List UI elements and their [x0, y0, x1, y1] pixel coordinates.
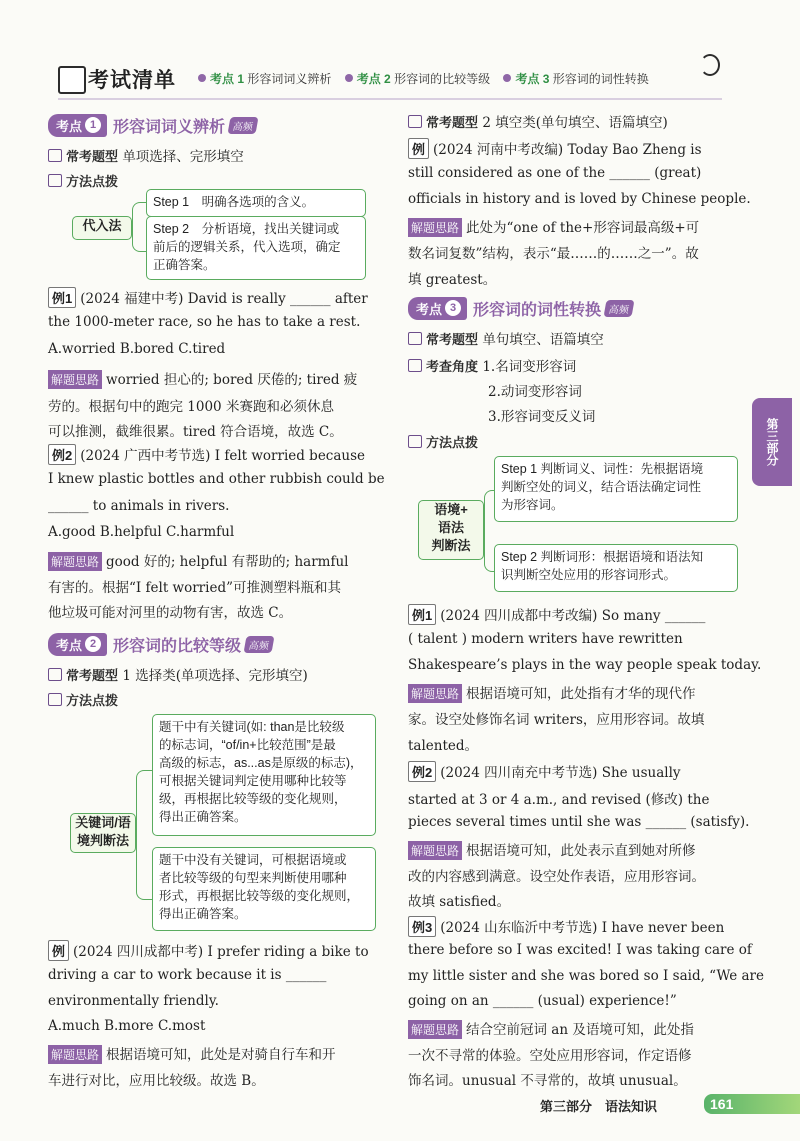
example-tag: 例1	[48, 287, 76, 308]
page-header	[58, 64, 718, 96]
step-line: 前后的逻辑关系，代入选项，确定	[153, 240, 341, 254]
k1-method-row	[48, 171, 118, 190]
method-label: 方法点拨	[66, 174, 119, 189]
k1-ex2-line: I knew plastic bottles and other rubbish could be	[48, 471, 385, 487]
k1-ex1-options: A.worried B.bored C.tired	[48, 341, 226, 357]
example-text: (2024 河南中考改编) Today Bao Zheng is	[433, 142, 702, 158]
box-line: 高级的标志，as...as是原级的标志)，	[159, 756, 363, 770]
k1-method-cat: 代入法	[72, 216, 132, 240]
question-type-icon	[48, 149, 62, 162]
box-line: 形式，再根据比较等级的变化规则，	[159, 889, 360, 903]
method-label: 方法点拨	[66, 693, 119, 708]
dot-icon	[198, 74, 206, 82]
k3-step1	[494, 456, 738, 522]
hot-badge: 高频	[228, 117, 259, 134]
k2-ex2-line: officials in history and is loved by Chinese people.	[408, 191, 751, 207]
k1-ex2-line: ______ to animals in rivers.	[48, 498, 230, 514]
badge-text: 考点	[56, 637, 83, 653]
analysis-tag: 解题思路	[48, 552, 102, 571]
exp-text: 根据语境可知，此处指有才华的现代作	[466, 686, 696, 702]
k1-ex1-exp	[48, 368, 357, 389]
example-text: (2024 山东临沂中考节选) I have never been	[440, 920, 725, 936]
badge-num: 2	[85, 636, 101, 652]
method-icon	[48, 693, 62, 706]
type-value: 单项选择、完形填空	[122, 149, 244, 165]
pen-icon	[700, 54, 720, 76]
tag-num: 考点 2	[356, 72, 391, 86]
k2-ex2-line	[408, 138, 702, 159]
k3-ex2-exp	[408, 839, 696, 860]
k2-ex2-exp: 填 greatest。	[408, 272, 497, 288]
section-side-tab: 第三部分	[752, 398, 792, 486]
cat-line: 境判断法	[76, 833, 129, 848]
k2-type2-row	[408, 111, 668, 131]
k3-ex3-line	[408, 916, 724, 937]
question-type-icon	[408, 332, 422, 345]
header-divider	[58, 98, 722, 100]
k3-ex1-exp: talented。	[408, 738, 479, 754]
k2-ex-exp	[48, 1043, 336, 1064]
k2-ex2-exp	[408, 216, 699, 237]
analysis-tag: 解题思路	[408, 684, 462, 703]
exp-text: worried 担心的; bored 厌倦的; tired 疲	[106, 372, 358, 388]
k2-heading	[48, 632, 273, 656]
analysis-tag: 解题思路	[48, 370, 102, 389]
k1-title: 形容词词义辨析	[113, 118, 226, 136]
cat-line: 判断法	[431, 538, 471, 553]
k3-ex3-line: there before so I was excited! I was taking care of	[408, 942, 752, 958]
k2-title: 形容词的比较等级	[113, 637, 242, 655]
type-label: 常考题型	[426, 115, 479, 130]
k2-box2	[152, 847, 376, 931]
k3-ex3-exp: 一次不寻常的体验。空处应用形容词，作定语修	[408, 1048, 692, 1064]
exp-text: 根据语境可知，此处是对骑自行车和开	[106, 1047, 336, 1063]
example-tag: 例	[408, 138, 429, 159]
k2-ex2-exp: 数名词复数”结构，表示“最……的……之一”。故	[408, 246, 699, 262]
box-line: 题干中没有关键词，可根据语境或	[159, 853, 347, 867]
example-tag: 例2	[48, 444, 76, 465]
k3-ex2-line: started at 3 or 4 a.m., and revised (修改) the	[408, 792, 710, 808]
step-text: Step 1 明确各选项的含义。	[153, 195, 315, 209]
header-tags	[188, 70, 649, 87]
connector	[132, 202, 147, 252]
type-label: 常考题型	[426, 332, 479, 347]
k1-heading	[48, 113, 257, 137]
k3-ex2-exp: 改的内容感到满意。设空处作表语，应用形容词。	[408, 869, 705, 885]
k3-angle-row	[408, 355, 576, 375]
k1-ex2-exp: 有害的。根据“I felt worried”可推测塑料瓶和其	[48, 580, 341, 596]
cat-line: 语法	[437, 520, 464, 535]
header-title: 考试清单	[88, 69, 176, 92]
k1-ex1-exp: 可以推测，截维很累。tired 符合语境，故选 C。	[48, 424, 343, 440]
k1-step1	[146, 189, 366, 217]
k3-angle-item: 2.动词变形容词	[488, 384, 582, 400]
step-line: Step 2 分析语境，找出关键词或	[153, 222, 340, 236]
tag-num: 考点 1	[210, 72, 245, 86]
k2-badge	[48, 633, 107, 656]
step-line: 正确答案。	[153, 258, 216, 272]
box-line: 级，再根据比较等级的变化规则，	[159, 792, 347, 806]
box-line: 得出正确答案。	[159, 907, 247, 921]
k2-ex2-line: still considered as one of the ______ (great)	[408, 165, 702, 181]
example-text: (2024 四川成都中考改编) So many ______	[440, 608, 706, 624]
k1-ex1-exp: 劳的。根据句中的跑完 1000 米赛跑和必须休息	[48, 399, 334, 415]
cat-line: 关键词/语	[75, 815, 131, 830]
dot-icon	[345, 74, 353, 82]
k3-ex1-line: Shakespeare’s plays in the way people speak today.	[408, 657, 762, 673]
k2-method-cat	[70, 813, 136, 853]
step-line: 为形容词。	[501, 498, 564, 512]
k3-badge	[408, 297, 467, 320]
angle-icon	[408, 359, 422, 372]
k1-ex2-options: A.good B.helpful C.harmful	[48, 524, 235, 540]
hot-badge: 高频	[244, 636, 275, 653]
analysis-tag: 解题思路	[48, 1045, 102, 1064]
k3-ex3-exp	[408, 1018, 694, 1039]
checkbox-icon	[58, 66, 86, 94]
k3-ex1-line: ( talent ) modern writers have rewritten	[408, 631, 683, 647]
example-tag: 例1	[408, 604, 436, 625]
tag-num: 考点 3	[515, 72, 550, 86]
exp-text: 结合空前冠词 an 及语境可知，此处指	[466, 1022, 694, 1038]
example-text: (2024 四川成都中考) I prefer riding a bike to	[73, 944, 369, 960]
k3-ex1-line	[408, 604, 705, 625]
page-number: 161	[704, 1094, 800, 1114]
exp-text: good 好的; helpful 有帮助的; harmful	[106, 554, 349, 570]
analysis-tag: 解题思路	[408, 218, 462, 237]
method-icon	[408, 435, 422, 448]
k3-method-row	[408, 432, 478, 451]
k1-ex2-line	[48, 444, 365, 465]
analysis-tag: 解题思路	[408, 1020, 462, 1039]
tag-text: 形容词词义辨析	[247, 72, 332, 86]
box-line: 者比较等级的句型来判断使用哪种	[159, 871, 347, 885]
badge-num: 3	[445, 300, 461, 316]
k3-ex2-exp: 故填 satisfied。	[408, 894, 511, 910]
connector	[136, 770, 153, 900]
box-line: 题干中有关键词(如: than是比较级	[159, 720, 345, 734]
box-line: 得出正确答案。	[159, 810, 247, 824]
step-line: Step 2 判断词形：根据语境和语法知	[501, 550, 704, 564]
box-line: 的标志词，“of/in+比较范围”是最	[159, 738, 336, 752]
type-label: 常考题型	[66, 668, 119, 683]
badge-text: 考点	[56, 118, 83, 134]
k3-type-row	[408, 328, 604, 348]
k2-box1	[152, 714, 376, 836]
k1-ex1-line: the 1000-meter race, so he has to take a rest.	[48, 314, 361, 330]
k1-type-row	[48, 145, 244, 165]
k2-method-row	[48, 690, 118, 709]
k2-type-row	[48, 664, 308, 684]
type-value: 1 选择类(单项选择、完形填空)	[122, 668, 308, 684]
angle-label: 考查角度	[426, 359, 479, 374]
k3-heading	[408, 296, 633, 320]
dot-icon	[503, 74, 511, 82]
k2-ex-options: A.much B.more C.most	[48, 1018, 206, 1034]
example-text: (2024 四川南充中考节选) She usually	[440, 765, 681, 781]
question-type-icon	[408, 115, 422, 128]
exp-text: 此处为“one of the+形容词最高级+可	[466, 220, 700, 236]
tag-text: 形容词的词性转换	[552, 72, 649, 86]
box-line: 可根据关键词判定使用哪种比较等	[159, 774, 347, 788]
step-line: 识判断空处应用的形容词形式。	[501, 568, 677, 582]
cat-line: 语境+	[434, 502, 468, 517]
k3-ex3-exp: 饰名词。unusual 不寻常的，故填 unusual。	[408, 1073, 687, 1089]
k2-ex-exp: 车进行对比，应用比较级。故选 B。	[48, 1073, 265, 1089]
badge-text: 考点	[416, 301, 443, 317]
example-tag: 例2	[408, 761, 436, 782]
example-text: (2024 广西中考节选) I felt worried because	[80, 448, 366, 464]
example-tag: 例	[48, 940, 69, 961]
k3-ex2-line: pieces several times until she was ______ (satisfy).	[408, 814, 750, 830]
exp-text: 根据语境可知，此处表示直到她对所修	[466, 843, 696, 859]
step-line: 判断空处的词义，结合语法确定词性	[501, 480, 702, 494]
k3-ex1-exp: 家。设空处修饰名词 writers，应用形容词。故填	[408, 712, 705, 728]
k2-ex-line	[48, 940, 369, 961]
step-line: Step 1 判断词义、词性：先根据语境	[501, 462, 704, 476]
k3-title: 形容词的词性转换	[473, 301, 602, 319]
k3-step2	[494, 544, 738, 592]
type-label: 常考题型	[66, 149, 119, 164]
badge-num: 1	[85, 117, 101, 133]
k3-ex3-line: my little sister and she was bored so I said, “We are	[408, 968, 764, 984]
k3-method-cat	[418, 500, 484, 560]
k3-angle-item: 3.形容词变反义词	[488, 409, 596, 425]
k2-ex-line: driving a car to work because it is ______	[48, 967, 327, 983]
k1-step2	[146, 216, 366, 280]
tag-text: 形容词的比较等级	[394, 72, 491, 86]
analysis-tag: 解题思路	[408, 841, 462, 860]
k1-ex1-line	[48, 287, 368, 308]
k1-ex2-exp: 他垃圾可能对河里的动物有害，故选 C。	[48, 605, 293, 621]
k2-ex-line: environmentally friendly.	[48, 993, 219, 1009]
k1-ex2-exp	[48, 550, 348, 571]
k3-ex1-exp	[408, 682, 696, 703]
type-value: 2 填空类(单句填空、语篇填空)	[482, 115, 668, 131]
type-value: 单句填空、语篇填空	[482, 332, 604, 348]
method-label: 方法点拨	[426, 435, 479, 450]
method-icon	[48, 174, 62, 187]
k3-ex3-line: going on an ______ (usual) experience!”	[408, 993, 677, 1009]
example-text: (2024 福建中考) David is really ______ after	[80, 291, 368, 307]
angle-item: 1.名词变形容词	[482, 359, 577, 375]
question-type-icon	[48, 668, 62, 681]
footer-section: 第三部分 语法知识	[540, 1099, 658, 1114]
hot-badge: 高频	[604, 300, 635, 317]
example-tag: 例3	[408, 916, 436, 937]
k1-badge	[48, 114, 107, 137]
k3-ex2-line	[408, 761, 681, 782]
